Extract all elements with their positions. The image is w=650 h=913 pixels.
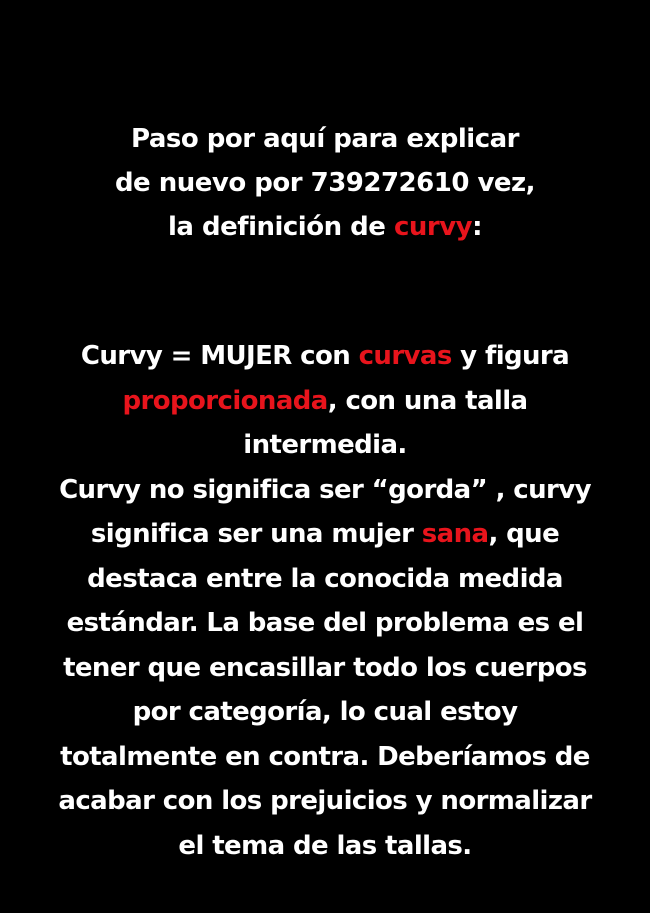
definition-line-1 <box>0 334 650 379</box>
definition-line-11: acabar con los prejuicios y normalizar <box>58 786 592 816</box>
definition-line-4: Curvy no significa ser “gorda” , curvy <box>59 474 591 505</box>
definition-line-1-end: y figura <box>451 341 570 371</box>
intro-line-2: de nuevo por 739272610 vez, <box>114 168 536 198</box>
definition-line-12: el tema de las tallas. <box>178 830 472 861</box>
definition-line-1-start: Curvy = MUJER con <box>80 341 359 371</box>
definition-line-10: totalmente en contra. Deberíamos de <box>60 741 590 772</box>
intro-line-3 <box>0 205 650 249</box>
definition-line-8: tener que encasillar todo los cuerpos <box>63 652 587 683</box>
definition-text <box>0 334 650 868</box>
highlight-proporcionada: proporcionada <box>122 385 328 416</box>
definition-line-2 <box>0 379 650 424</box>
definition-line-6: destaca entre la conocida medida <box>87 563 563 594</box>
definition-line-5-start: significa ser una mujer <box>90 519 422 549</box>
definition-line-3: intermedia. <box>243 430 407 460</box>
definition-line-5-end: , que <box>488 519 560 549</box>
intro-text <box>0 117 650 249</box>
definition-line-2-end: , con una talla <box>327 385 528 416</box>
intro-line-3-text: la definición de <box>168 212 394 242</box>
definition-line-9: por categoría, lo cual estoy <box>132 697 518 727</box>
intro-line-1: Paso por aquí para explicar <box>131 124 519 154</box>
highlight-sana: sana <box>421 519 489 549</box>
definition-line-5 <box>0 512 650 557</box>
definition-line-7: estándar. La base del problema es el <box>66 608 584 638</box>
highlight-curvy: curvy <box>393 212 473 242</box>
highlight-curvas: curvas <box>358 341 452 371</box>
intro-line-3-colon: : <box>472 212 482 242</box>
